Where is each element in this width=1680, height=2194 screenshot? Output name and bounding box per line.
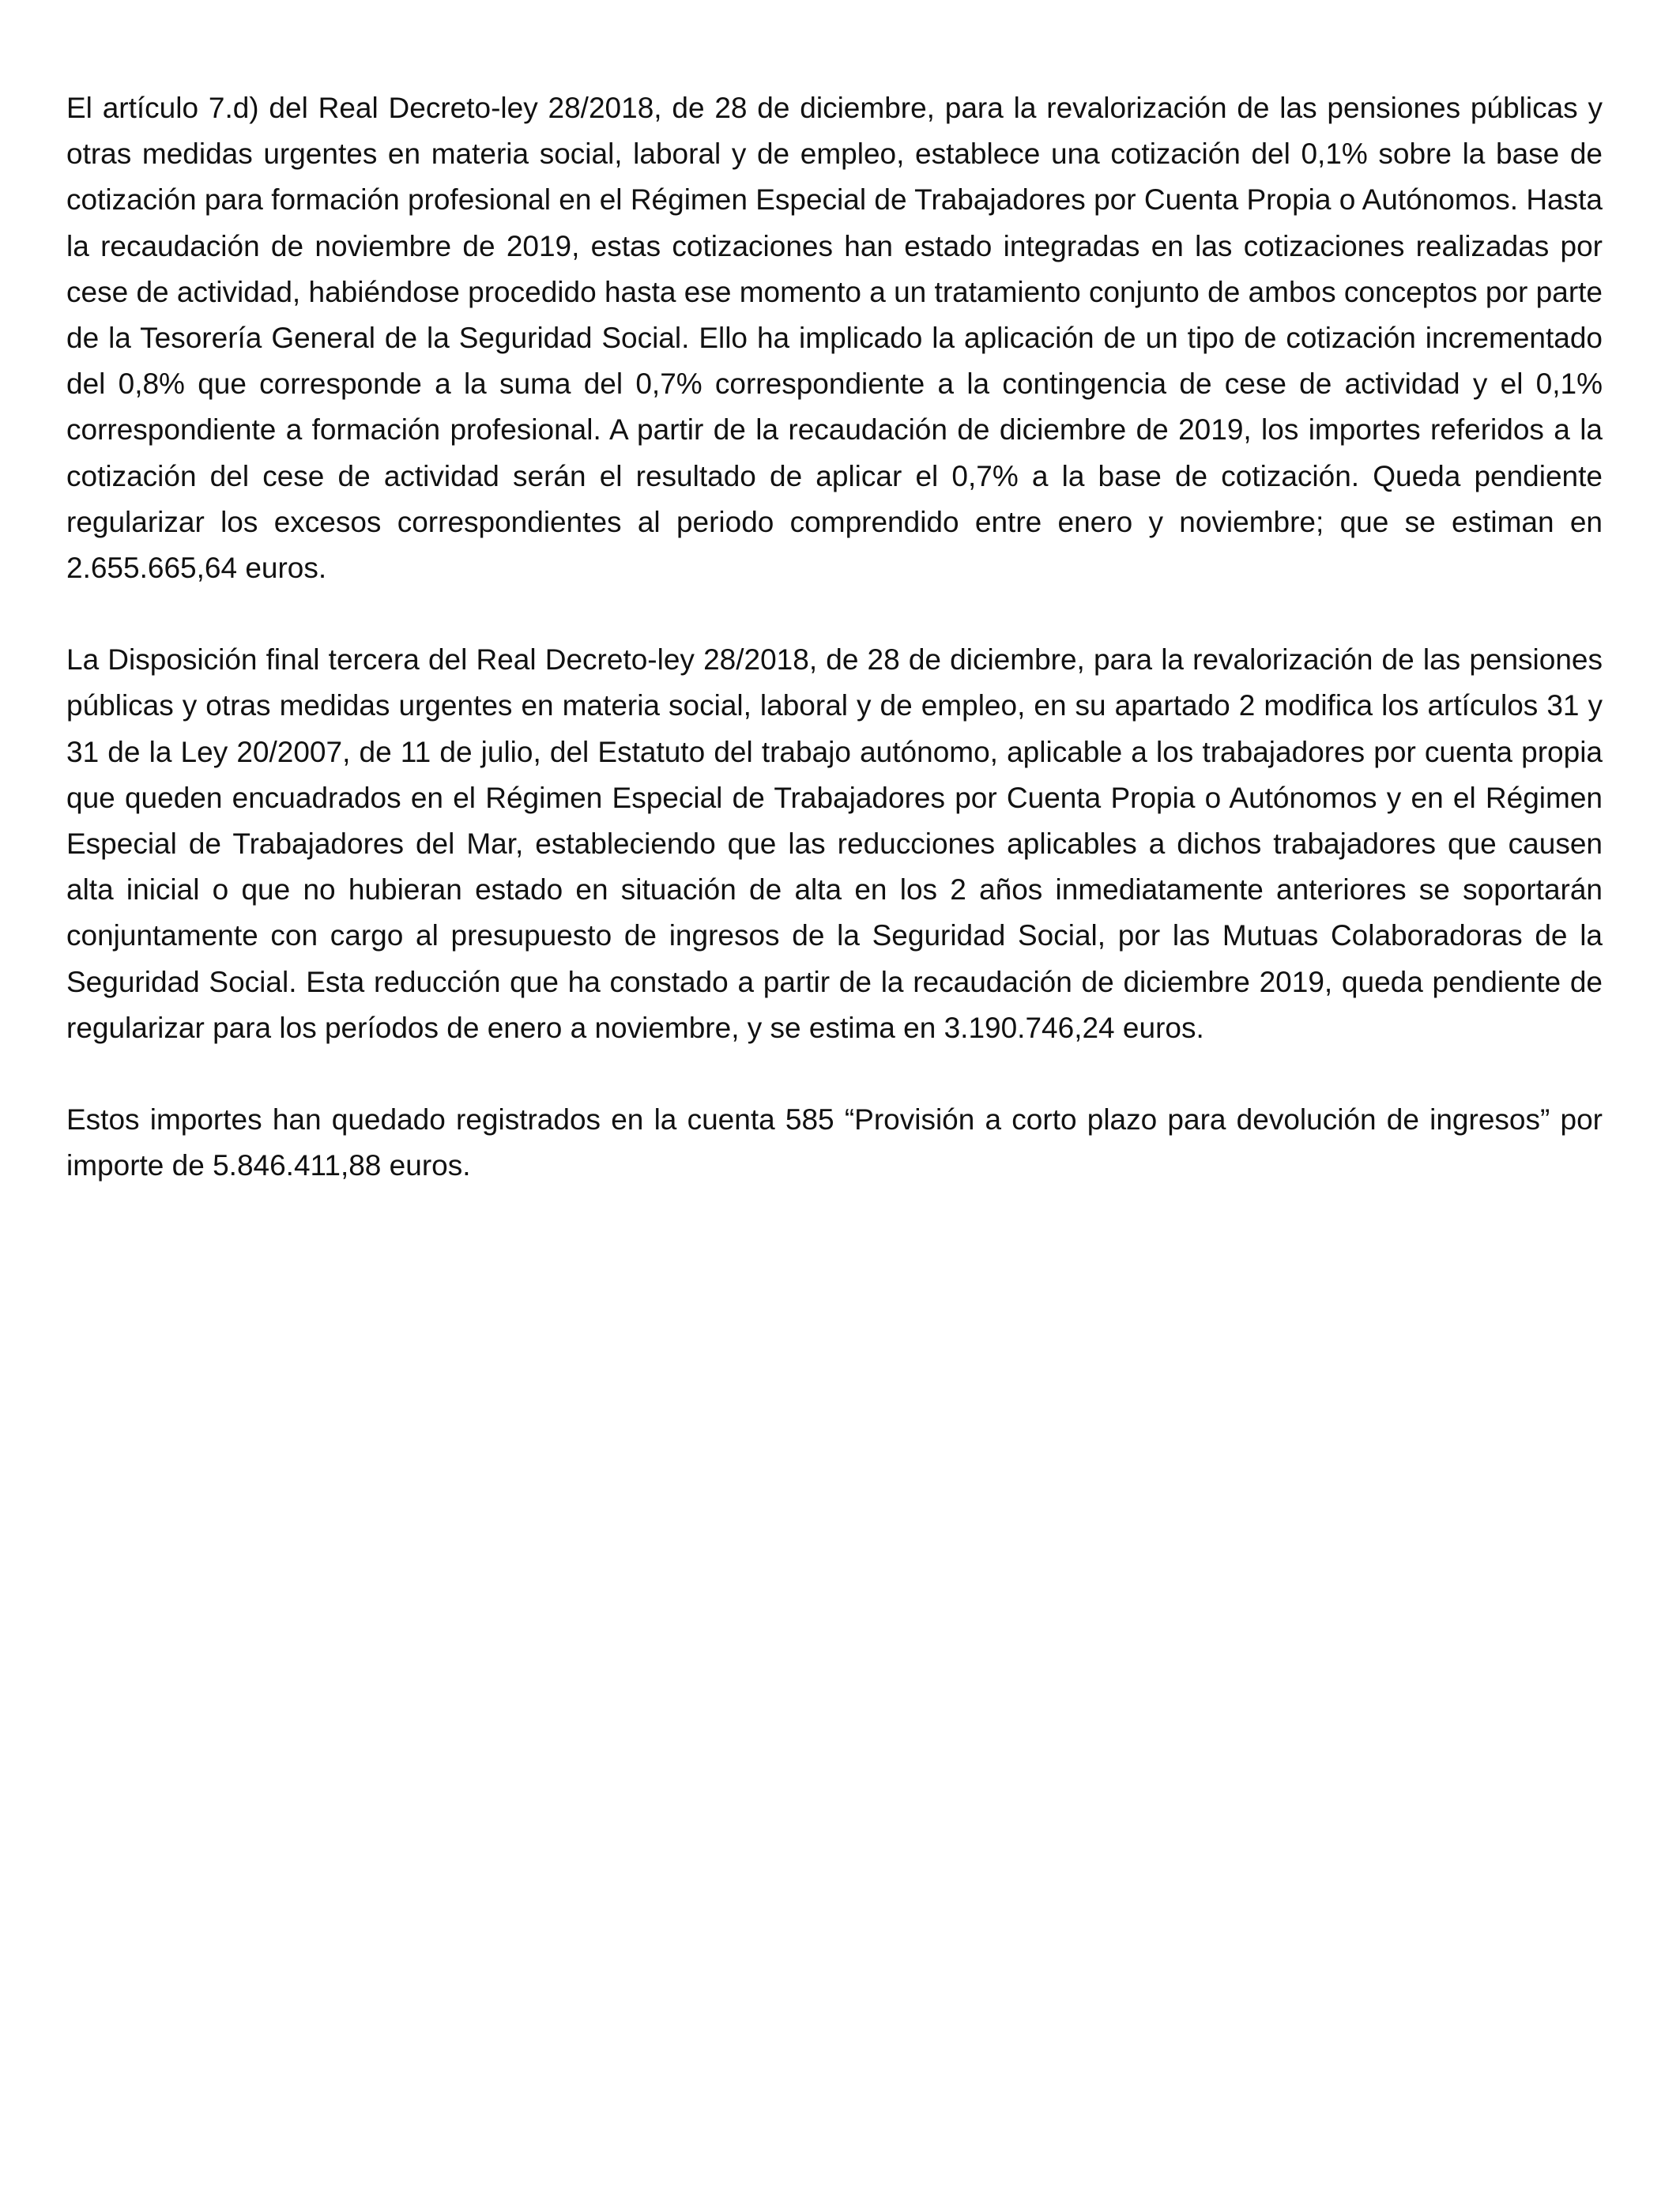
paragraph-articulo-7d: El artículo 7.d) del Real Decreto-ley 28/2018, de 28 de diciembre, para la revalorización de las pensiones públicas y otras medidas urgentes en materia social, laboral y de empleo, establece una cotización del 0,1% sobre la base de cotización para formación profesional en el Régimen Especial de Trabajadores por Cuenta Propia o Autónomos. Hasta la recaudación de noviembre de 2019, estas cotizaciones han estado integradas en las cotizaciones realizadas por cese de actividad, habiéndose procedido hasta ese momento a un tratamiento conjunto de ambos conceptos por parte de la Tesorería General de la Seguridad Social. Ello ha implicado la aplicación de un tipo de cotización incrementado del 0,8% que corresponde a la suma del 0,7% correspondiente a la contingencia de cese de actividad y el 0,1% correspondiente a formación profesional. A partir de la recaudación de diciembre de 2019, los importes referidos a la cotización del cese de actividad serán el resultado de aplicar el 0,7% a la base de cotización. Queda pendiente regularizar los excesos correspondientes al periodo comprendido entre enero y noviembre; que se estiman en 2.655.665,64 euros. [66, 92, 1603, 585]
paragraph-disposicion-final: La Disposición final tercera del Real Decreto-ley 28/2018, de 28 de diciembre, para la revalorización de las pensiones públicas y otras medidas urgentes en materia social, laboral y de empleo, en su apartado 2 modifica los artículos 31 y 31 de la Ley 20/2007, de 11 de julio, del Estatuto del trabajo autónomo, aplicable a los trabajadores por cuenta propia que queden encuadrados en el Régimen Especial de Trabajadores por Cuenta Propia o Autónomos y en el Régimen Especial de Trabajadores del Mar, estableciendo que las reducciones aplicables a dichos trabajadores que causen alta inicial o que no hubieran estado en situación de alta en los 2 años inmediatamente anteriores se soportarán conjuntamente con cargo al presupuesto de ingresos de la Seguridad Social, por las Mutuas Colaboradoras de la Seguridad Social. Esta reducción que ha constado a partir de la recaudación de diciembre 2019, queda pendiente de regularizar para los períodos de enero a noviembre, y se estima en 3.190.746,24 euros. [66, 643, 1603, 1044]
document-page [66, 85, 1603, 1235]
paragraph-cuenta-585: Estos importes han quedado registrados en la cuenta 585 “Provisión a corto plazo para devolución de ingresos” por importe de 5.846.411,88 euros. [66, 1103, 1603, 1182]
